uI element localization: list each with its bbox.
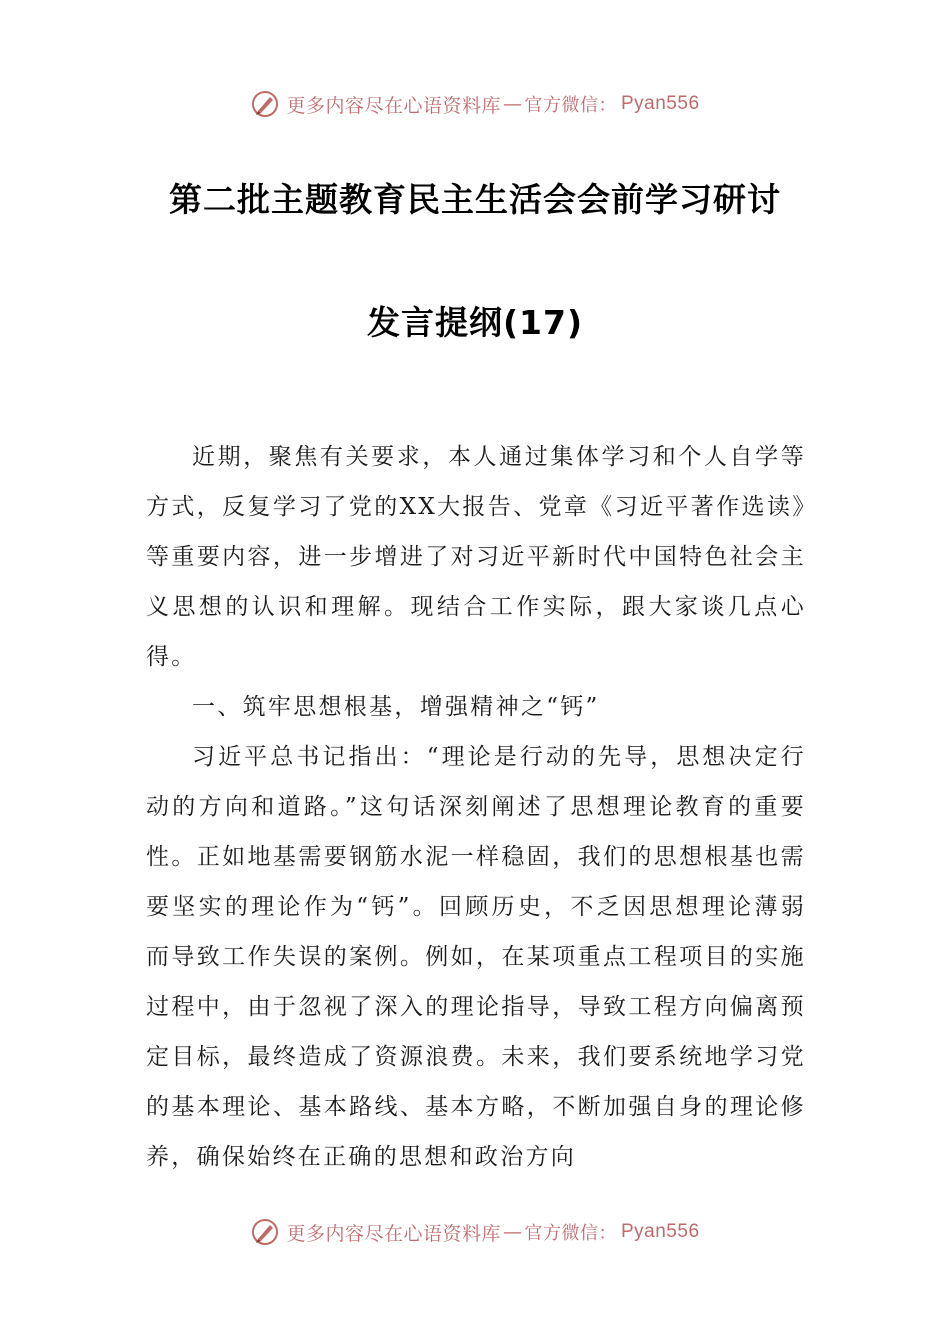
document-title-line-2: 发言提纲(17) xyxy=(366,303,584,342)
paragraph-intro: 近期，聚焦有关要求，本人通过集体学习和个人自学等方式，反复学习了党的XX大报告、党章《习近平著作选读》等重要内容，进一步增进了对习近平新时代中国特色社会主义思想的认识和理解。现结合工作实际，跟大家谈几点心得。 xyxy=(146,444,806,670)
watermark-wechat-label: 官方微信： xyxy=(524,95,617,116)
header-watermark xyxy=(0,84,950,124)
watermark-separator: — xyxy=(503,93,523,115)
pen-logo-icon xyxy=(250,89,280,119)
section-heading-1: 一、筑牢思想根基，增强精神之“钙” xyxy=(192,694,600,720)
watermark-separator: — xyxy=(503,1221,523,1243)
watermark-wechat-label: 官方微信： xyxy=(524,1223,617,1244)
watermark-wechat-id: Pyan556 xyxy=(621,93,700,114)
watermark-main-text: 更多内容尽在心语资料库 xyxy=(286,1222,501,1245)
document-title-line-1: 第二批主题教育民主生活会会前学习研讨 xyxy=(169,180,781,219)
watermark-main-text: 更多内容尽在心语资料库 xyxy=(286,94,501,117)
paragraph-section-1: 习近平总书记指出：“理论是行动的先导，思想决定行动的方向和道路。”这句话深刻阐述了思想理论教育的重要性。正如地基需要钢筋水泥一样稳固，我们的思想根基也需要坚实的理论作为“钙”。回顾历史，不乏因思想理论薄弱而导致工作失误的案例。例如，在某项重点工程项目的实施过程中，由于忽视了深入的理论指导，导致工程方向偏离预定目标，最终造成了资源浪费。未来，我们要系统地学习党的基本理论、基本路线、基本方略，不断加强自身的理论修养，确保始终在正确的思想和政治方向 xyxy=(146,744,806,1170)
document-body xyxy=(146,432,806,1182)
watermark-wechat-id: Pyan556 xyxy=(621,1221,700,1242)
footer-watermark xyxy=(0,1212,950,1252)
pen-logo-icon xyxy=(250,1217,280,1247)
